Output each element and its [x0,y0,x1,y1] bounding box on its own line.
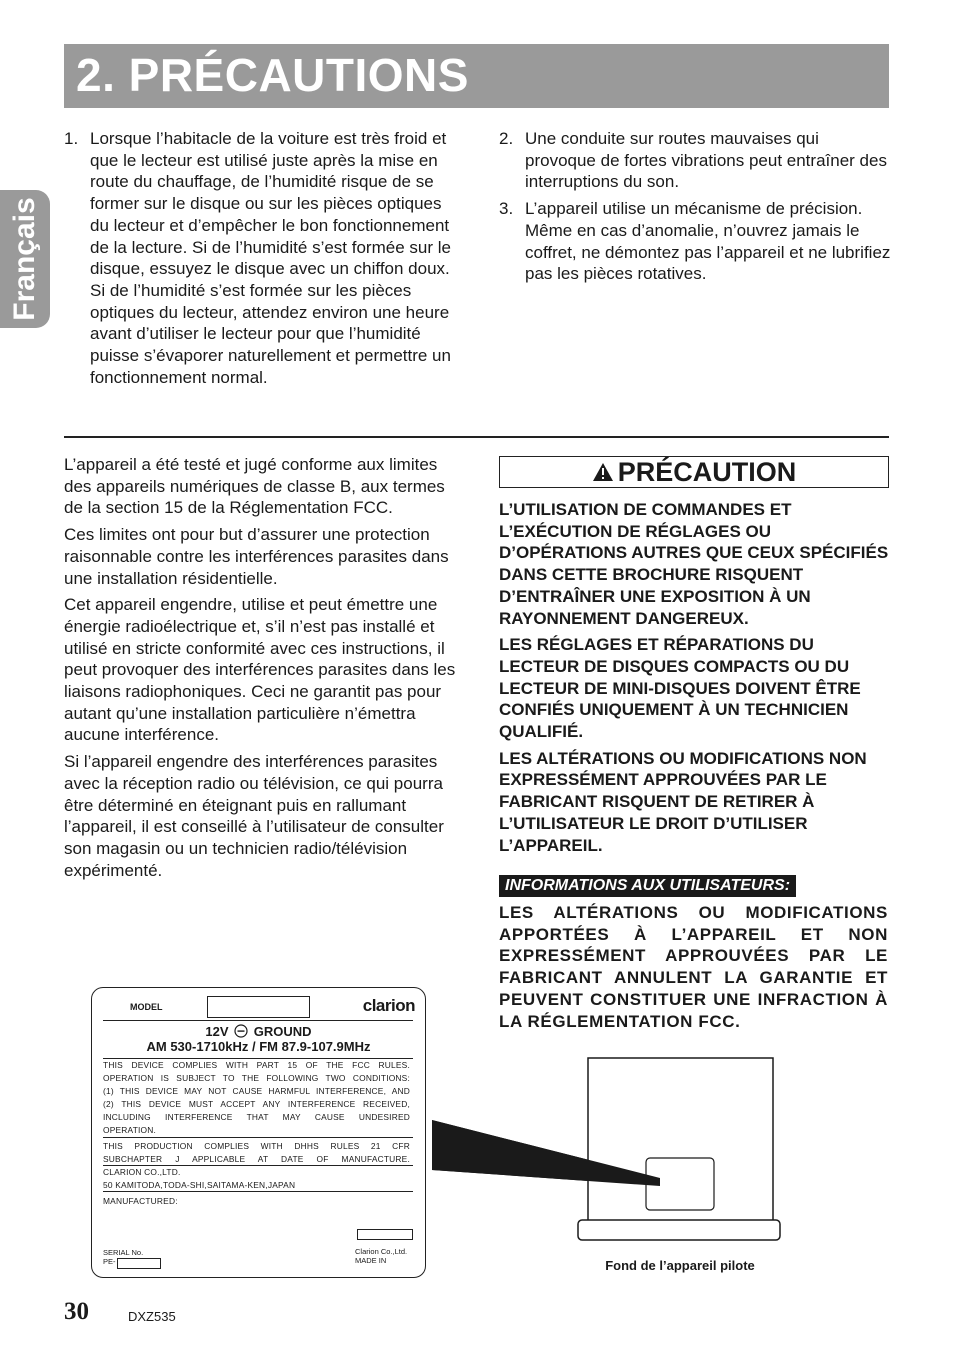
caution-heading-box [499,456,889,488]
unit-base [578,1220,780,1240]
model-code: DXZ535 [128,1309,176,1324]
caution-title: PRÉCAUTION [617,456,797,487]
fcc-paragraph: L’appareil a été testé et jugé conforme aux limites des appareils numériques de classe B, aux termes de la section 15 de la Réglementation FCC. [64,455,445,518]
label-fcc-line: OPERATION. [103,1125,157,1135]
label-voltage: 12V [205,1024,229,1039]
label-divider [103,1191,413,1192]
list-item [499,198,891,285]
section-divider [64,436,889,438]
label-dhhs-text [103,1140,410,1166]
label-made-company: Clarion Co.,Ltd. [355,1247,408,1256]
fcc-paragraph: Si l’appareil engendre des interférences parasites avec la réception radio ou télévision, ce qui pourra être déterminé en éteignant puis en rallumant l’appareil, il est conseillé à l’utilisateur de consulter son magasin ou un technicien radio/télévision expérimenté. [64,752,444,880]
label-fcc-text [103,1059,410,1137]
label-company-line: 50 KAMITODA,TODA-SHI,SAITAMA-KEN,JAPAN [103,1180,296,1190]
caution-paragraph: L’UTILISATION DE COMMANDES ET L’EXÉCUTION DE RÉGLAGES OU D’OPÉRATIONS AUTRES QUE CEUX SPÉCIFIÉS DANS CETTE BROCHURE RISQUENT D’ENTRAÎNER UNE EXPOSITION À UN RAYONNEMENT DANGEREUX. [499,500,889,628]
ground-minus-icon [234,1024,248,1038]
list-item-text: L’appareil utilise un mécanisme de précision. Même en cas d’anomalie, n’ouvrez jamais le coffret, ne démontez pas l’appareil et ne lubrifiez pas les pièces rotatives. [525,199,891,284]
caution-paragraph: LES ALTÉRATIONS OU MODIFICATIONS NON EXPRESSÉMENT APPROUVÉES PAR LE FABRICANT RISQUENT DE RETIRER À L’UTILISATEUR LE DROIT D’UTILISER L’APPAREIL. [499,748,867,855]
label-divider [103,1020,413,1021]
label-fcc-line: INCLUDING INTERFERENCE THAT MAY CAUSE UNDESIRED [103,1112,410,1122]
warning-triangle-icon [592,462,614,482]
label-serial-box [117,1258,161,1269]
label-model-box [207,996,310,1018]
label-company-line: CLARION CO.,LTD. [103,1167,181,1177]
brand-logo: clarion [362,996,415,1015]
caution-paragraph: LES RÉGLAGES ET RÉPARATIONS DU LECTEUR DE DISQUES COMPACTS OU DU LECTEUR DE MINI-DISQUES DOIVENT ÊTRE CONFIÉS UNIQUEMENT À UN TECHNICIEN QUALIFIÉ. [499,635,861,742]
label-fcc-line: OPERATION IS SUBJECT TO THE FOLLOWING TWO CONDITIONS: [103,1073,410,1083]
page-title: 2. PRÉCAUTIONS [76,49,469,101]
label-fcc-line: (1) THIS DEVICE MAY NOT CAUSE HARMFUL INTERFERENCE, AND [103,1086,410,1096]
label-company-text [103,1166,410,1192]
title-bar [64,44,889,108]
label-serial-prefix: PE- [103,1257,116,1266]
list-item-number: 1. [64,129,79,148]
label-dhhs-line: THIS PRODUCTION COMPLIES WITH DHHS RULES 21 CFR [103,1141,410,1151]
fcc-paragraph: Cet appareil engendre, utilise et peut émettre une énergie radioélectrique et, s’il n’est pas installé et utilisé en stricte conformité avec ces instructions, il peut provoquer des interférences parasites dans les liaisons radiophoniques. Ceci ne garantit pas pour autant qu’une installation particulière n’émettra aucune interférence. [64,595,456,745]
label-dhhs-line: SUBCHAPTER J APPLICABLE AT DATE OF MANUFACTURE. [103,1154,410,1164]
label-serial-caption: SERIAL No. [103,1248,144,1257]
label-bands: AM 530-1710kHz / FM 87.9-107.9MHz [146,1039,371,1054]
language-tab [0,190,50,328]
label-made-in-caption: MADE IN [355,1256,387,1265]
list-item-number: 2. [499,129,514,148]
info-heading: INFORMATIONS AUX UTILISATEURS: [499,875,796,897]
list-item-text: Lorsque l’habitacle de la voiture est très froid et que le lecteur est utilisé juste après la mise en route du chauffage, de l’humidité risque de se former sur le disque ou sur les pièces optiques du lecteur et d’empêcher le bon fonctionnement de la lecture. Si de l’humidité s’est formée sur le disque, essuyez le disque avec un chiffon doux. Si de l’humidité s’est formée sur les pièces optiques du lecteur, attendez environ une heure avant d’utiliser le lecteur pour que l’humidité puisse s’évaporer naturellement et permettre un fonctionnement normal. [90,129,451,387]
page-number: 30 [64,1298,89,1325]
list-item-number: 3. [499,199,514,219]
language-tab-label: Français [8,197,41,321]
fcc-statement [64,454,456,886]
rating-label [91,987,426,1278]
label-model-caption: MODEL [130,1002,163,1012]
figure-caption: Fond de l’appareil pilote [605,1258,755,1273]
list-item [64,128,454,388]
info-text: LES ALTÉRATIONS OU MODIFICATIONS APPORTÉES À L’APPAREIL ET NON EXPRESSÉMENT APPROUVÉES PAR LE FABRICANT ANNULENT LA GARANTIE ET PEUVENT CONSTITUER UNE INFRACTION À LA RÉGLEMENTATION FCC. [499,903,888,1031]
unit-bottom-illustration [424,1050,784,1250]
list-item [499,128,891,193]
label-fcc-line: THIS DEVICE COMPLIES WITH PART 15 OF THE FCC RULES. [103,1060,410,1070]
label-fcc-line: (2) THIS DEVICE MUST ACCEPT ANY INTERFERENCE RECEIVED, [103,1099,410,1109]
label-manufactured: MANUFACTURED: [103,1196,178,1206]
label-power-rating [92,1024,425,1054]
label-divider [103,1137,413,1138]
precaution-list-left [64,128,454,388]
list-item-text: Une conduite sur routes mauvaises qui provoque de fortes vibrations peut entraîner des interruptions du son. [525,129,887,192]
precaution-list-right [499,128,891,285]
fcc-paragraph: Ces limites ont pour but d’assurer une protection raisonnable contre les interférences parasites dans une installation résidentielle. [64,525,449,588]
label-made-box [357,1229,413,1240]
caution-body [499,499,891,861]
label-ground: GROUND [253,1024,312,1039]
label-made-in [355,1247,407,1265]
